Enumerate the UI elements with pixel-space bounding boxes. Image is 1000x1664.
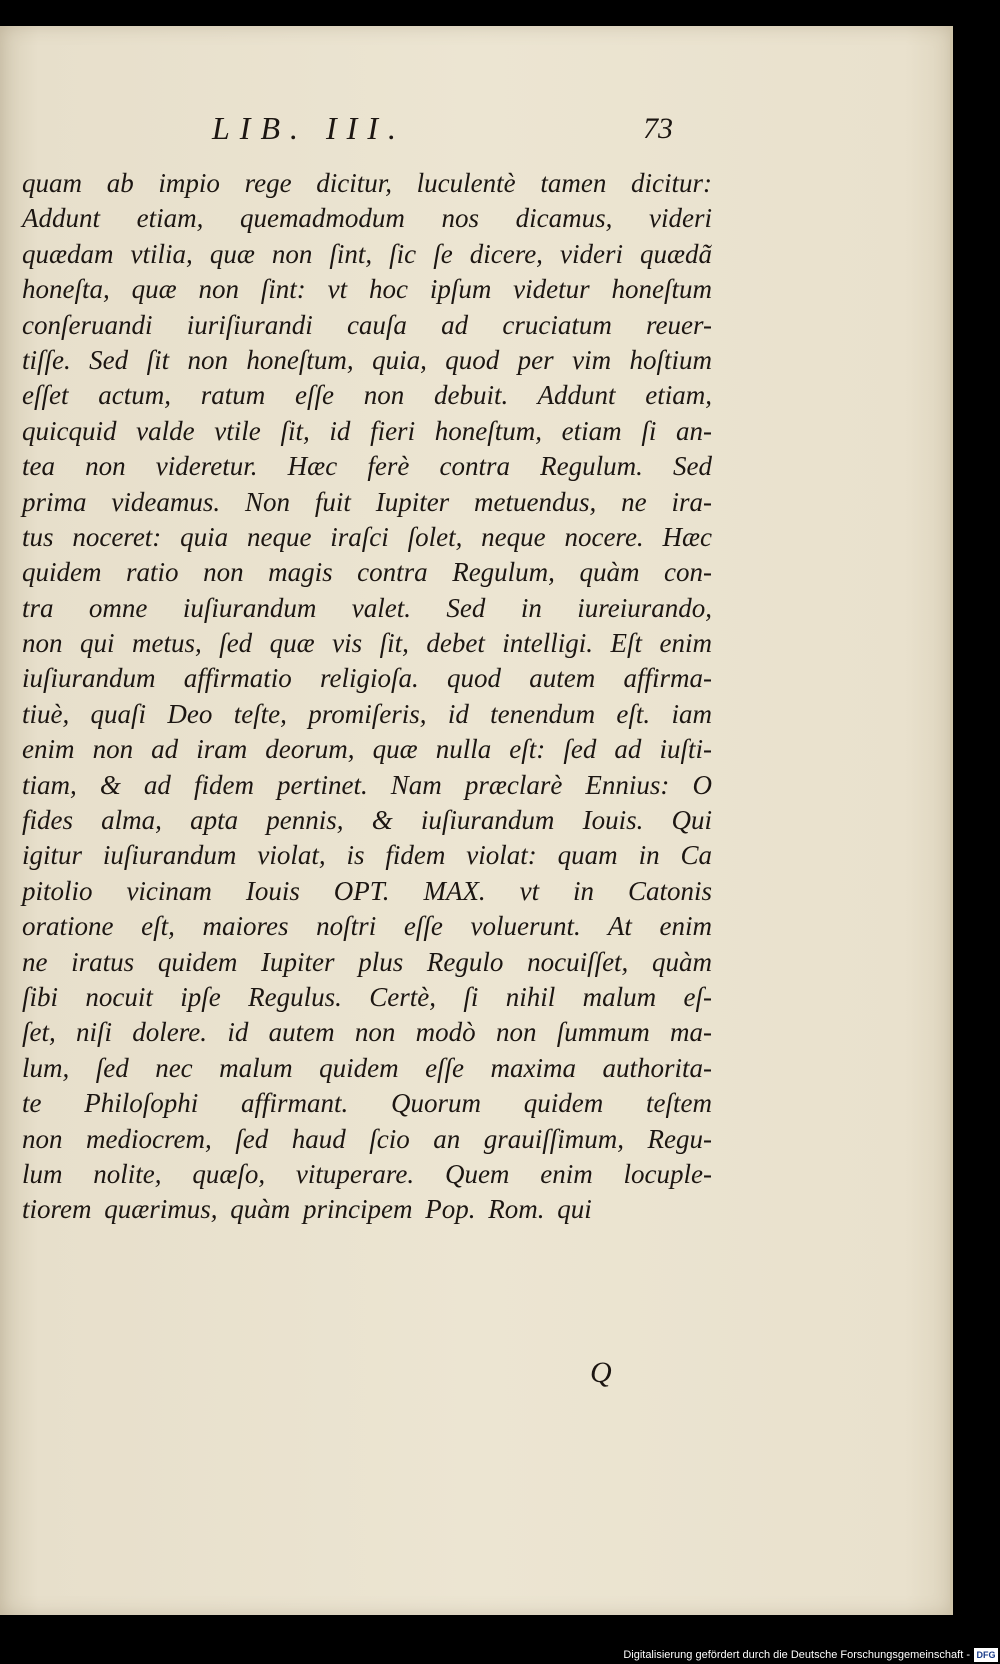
text-line: honeſta, quæ non ſint: vt hoc ipſum videtur honeſtum xyxy=(22,274,712,305)
text-line: quidem ratio non magis contra Regulum, quàm con- xyxy=(22,557,712,588)
text-line: ſibi nocuit ipſe Regulus. Certè, ſi nihil malum eſ- xyxy=(22,981,712,1012)
text-line: tea non videretur. Hæc ferè contra Regulum. Sed xyxy=(22,451,712,482)
text-line: oratione eſt, maiores noſtri eſſe voluerunt. At enim xyxy=(22,911,712,942)
text-line: lum, ſed nec malum quidem eſſe maxima authorita- xyxy=(22,1052,712,1083)
digitization-credit: Digitalisierung gefördert durch die Deutsche Forschungsgemeinschaft - xyxy=(623,1649,970,1661)
text-line: non qui metus, ſed quæ vis ſit, debet intelligi. Eſt enim xyxy=(22,628,712,659)
text-line: tiam, & ad fidem pertinet. Nam præclarè Ennius: O xyxy=(22,769,712,800)
text-line: quædam vtilia, quæ non ſint, ſic ſe dicere, videri quædã xyxy=(22,238,712,269)
text-line: ne iratus quidem Iupiter plus Regulo nocuiſſet, quàm xyxy=(22,946,712,977)
page-header xyxy=(0,110,953,150)
body-text xyxy=(22,166,712,1228)
dfg-logo: DFG xyxy=(974,1648,998,1662)
text-line: tra omne iuſiurandum valet. Sed in iureiurando, xyxy=(22,592,712,623)
text-line: conſeruandi iuriſiurandi cauſa ad cruciatum reuer- xyxy=(22,309,712,340)
text-line: iuſiurandum affirmatio religioſa. quod autem affirma- xyxy=(22,663,712,694)
book-page xyxy=(0,26,953,1615)
text-line: ſet, niſi dolere. id autem non modò non ſummum ma- xyxy=(22,1017,712,1048)
running-head: LIB. III. xyxy=(212,110,406,146)
text-line: tiſſe. Sed ſit non honeſtum, quia, quod per vim hoſtium xyxy=(22,344,712,375)
text-line: igitur iuſiurandum violat, is fidem violat: quam in Ca xyxy=(22,840,712,871)
text-line: Addunt etiam, quemadmodum nos dicamus, videri xyxy=(22,203,712,234)
text-line: quam ab impio rege dicitur, luculentè tamen dicitur: xyxy=(22,168,712,198)
text-line: tiuè, quaſi Deo teſte, promiſeris, id tenendum eſt. iam xyxy=(22,698,712,729)
text-line: quicquid valde vtile ſit, id fieri honeſtum, etiam ſi an- xyxy=(22,415,712,446)
text-line: non mediocrem, ſed haud ſcio an grauiſſimum, Regu- xyxy=(22,1123,712,1154)
text-line: enim non ad iram deorum, quæ nulla eſt: ſed ad iuſti- xyxy=(22,734,712,765)
text-line: te Philoſophi affirmant. Quorum quidem teſtem xyxy=(22,1088,712,1119)
text-line: lum nolite, quæſo, vituperare. Quem enim locuple- xyxy=(22,1158,712,1189)
catchword: Q xyxy=(590,1356,612,1389)
text-line: prima videamus. Non fuit Iupiter metuendus, ne ira- xyxy=(22,486,712,517)
text-line: fides alma, apta pennis, & iuſiurandum Iouis. Qui xyxy=(22,805,712,836)
page-number: 73 xyxy=(643,112,673,145)
text-line: eſſet actum, ratum eſſe non debuit. Addunt etiam, xyxy=(22,380,712,411)
text-line: tiorem quærimus, quàm principem Pop. Rom. qui xyxy=(22,1194,592,1225)
text-line: tus noceret: quia neque iraſci ſolet, neque nocere. Hæc xyxy=(22,521,712,552)
text-line: pitolio vicinam Iouis OPT. MAX. vt in Catonis xyxy=(22,875,712,906)
